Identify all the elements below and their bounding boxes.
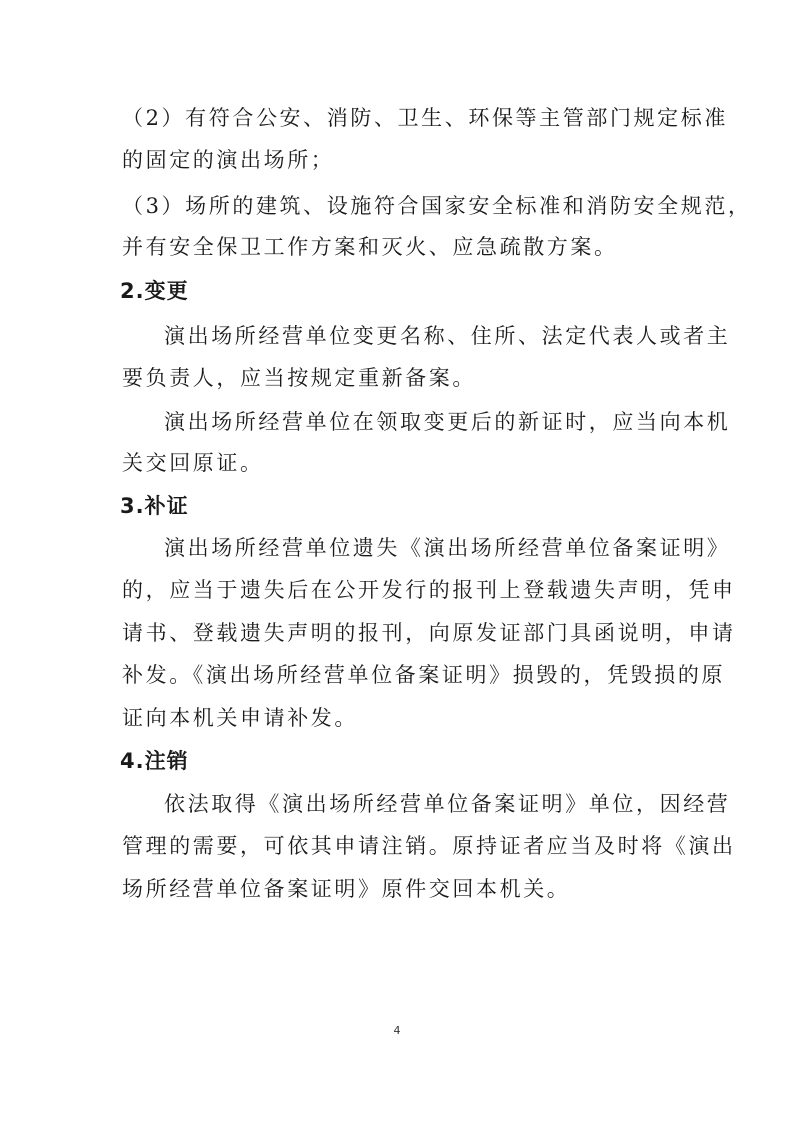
section-heading-cancel: 4.注销 — [120, 749, 189, 773]
paragraph-line: 请书、登载遗失声明的报刊，向原发证部门具函说明，申请 — [122, 621, 736, 645]
paragraph-line: 要负责人，应当按规定重新备案。 — [122, 366, 476, 390]
paragraph-line: 依法取得《演出场所经营单位备案证明》单位，因经营 — [164, 792, 731, 816]
paragraph-line: 场所经营单位备案证明》原件交回本机关。 — [122, 877, 571, 901]
paragraph-line: （3）场所的建筑、设施符合国家安全标准和消防安全规范， — [122, 194, 752, 218]
paragraph-line: 证向本机关申请补发。 — [122, 706, 358, 730]
paragraph-line: （2）有符合公安、消防、卫生、环保等主管部门规定标准 — [122, 106, 728, 130]
paragraph-line: 演出场所经营单位在领取变更后的新证时，应当向本机 — [164, 410, 731, 434]
paragraph-line: 补发。《演出场所经营单位备案证明》损毁的，凭毁损的原 — [122, 663, 726, 687]
paragraph-line: 演出场所经营单位遗失《演出场所经营单位备案证明》 — [164, 536, 731, 560]
paragraph-line: 管理的需要，可依其申请注销。原持证者应当及时将《演出 — [122, 834, 736, 858]
section-heading-change: 2.变更 — [120, 279, 189, 303]
paragraph-line: 关交回原证。 — [122, 451, 264, 475]
section-heading-reissue: 3.补证 — [120, 494, 189, 518]
paragraph-line: 的固定的演出场所； — [122, 148, 335, 172]
paragraph-line: 演出场所经营单位变更名称、住所、法定代表人或者主 — [164, 324, 731, 348]
paragraph-line: 并有安全保卫工作方案和灭火、应急疏散方案。 — [122, 235, 618, 259]
paragraph-line: 的，应当于遗失后在公开发行的报刊上登载遗失声明，凭申 — [122, 578, 736, 602]
page-number: 4 — [393, 1024, 401, 1037]
